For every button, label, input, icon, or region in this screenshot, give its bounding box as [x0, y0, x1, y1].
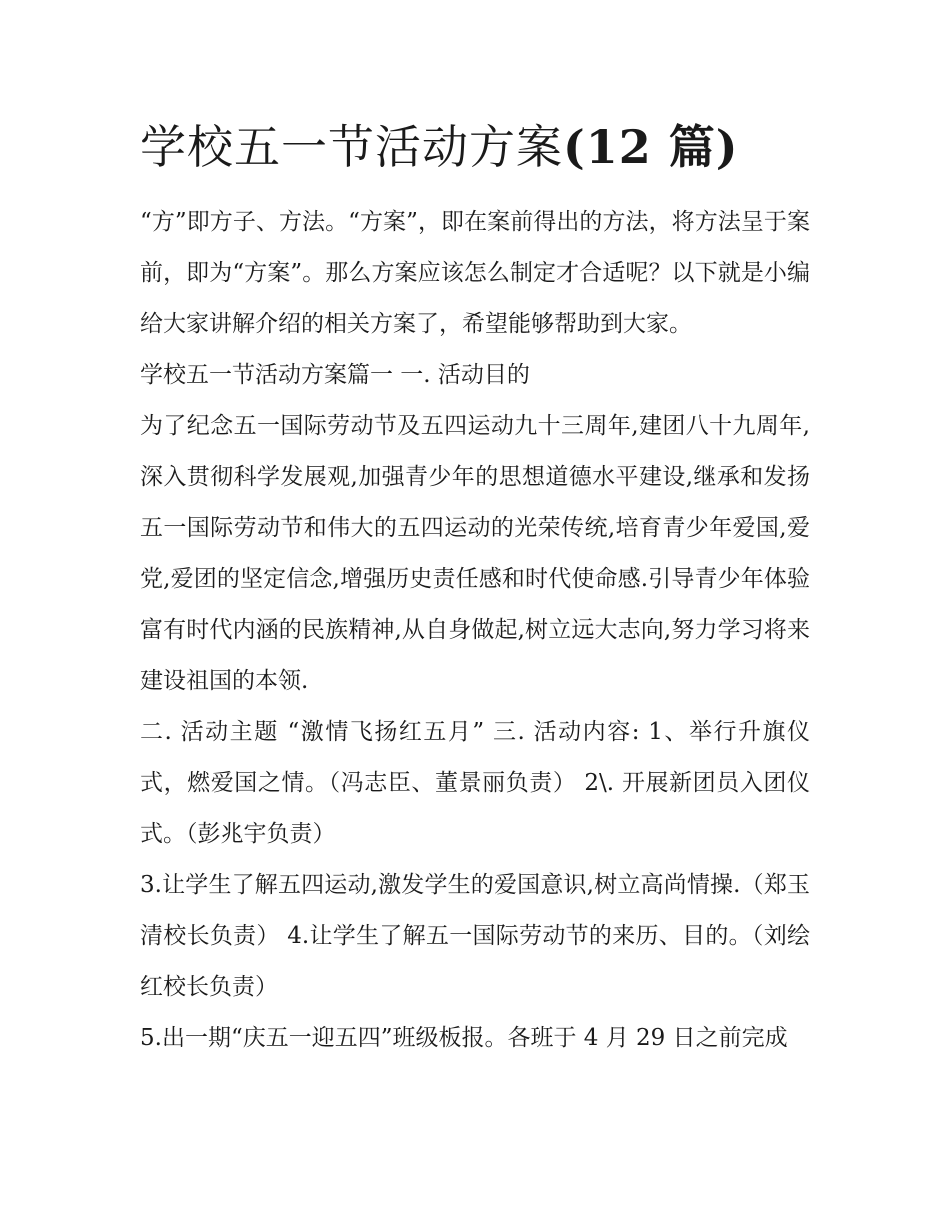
content-item-paragraph: 5.出一期“庆五一迎五四”班级板报。各班于 4 月 29 日之前完成	[140, 1025, 788, 1051]
intro-paragraph: “方”即方子、方法。“方案”，即在案前得出的方法，将方法呈于案前，即为“方案”。那么方案应该怎么制定才合适呢？以下就是小编给大家讲解介绍的相关方案了，希望能够帮助到大家。	[140, 209, 810, 337]
section-heading: 学校五一节活动方案篇一 一. 活动目的	[140, 362, 530, 388]
document-page	[140, 115, 810, 1064]
purpose-paragraph: 为了纪念五一国际劳动节及五四运动九十三周年,建团八十九周年,深入贯彻科学发展观,加强青少年的思想道德水平建设,继承和发扬五一国际劳动节和伟大的五四运动的光荣传统,培育青少年爱国,爱党,爱团的坚定信念,增强历史责任感和时代使命感.引导青少年体验富有时代内涵的民族精神,从自身做起,树立远大志向,努力学习将来建设祖国的本领.	[140, 413, 810, 694]
title-main: 学校五一节活动方案	[140, 120, 563, 174]
title-suffix: (12 篇)	[563, 120, 739, 174]
document-title	[140, 115, 810, 179]
theme-content-paragraph: 二. 活动主题 “激情飞扬红五月” 三. 活动内容: 1、举行升旗仪式，燃爱国之情。（冯志臣、董景丽负责） 2\. 开展新团员入团仪式。（彭兆宇负责）	[140, 719, 810, 847]
content-item-paragraph: 3.让学生了解五四运动,激发学生的爱国意识,树立高尚情操.（郑玉清校长负责） 4.让学生了解五一国际劳动节的来历、目的。（刘绘红校长负责）	[140, 872, 810, 1000]
